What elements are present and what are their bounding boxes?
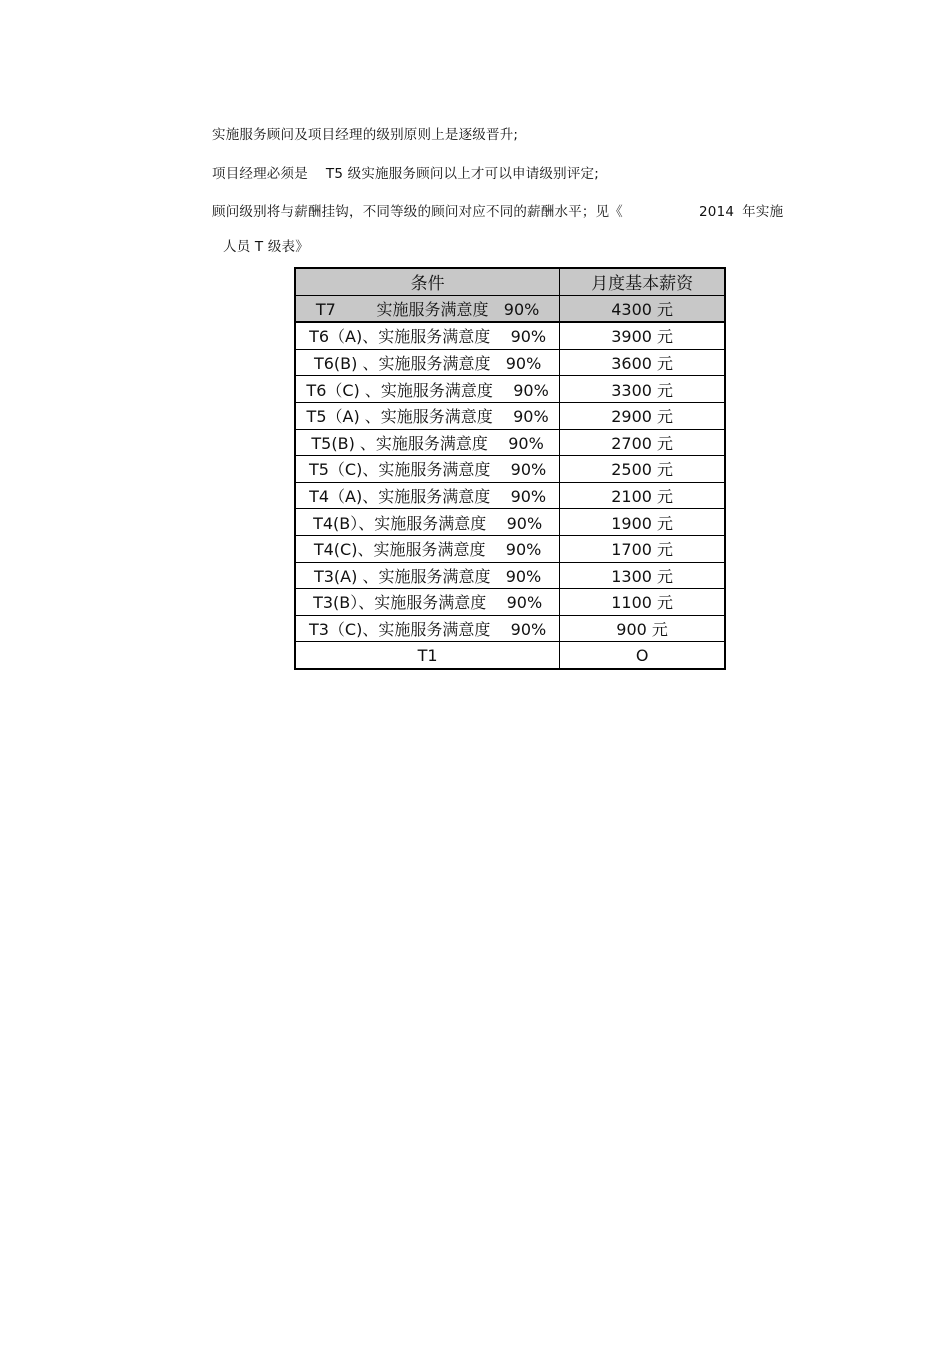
table-row bbox=[295, 482, 725, 509]
salary-cell: 3900 元 bbox=[560, 322, 725, 349]
table-body bbox=[295, 295, 725, 669]
salary-cell: 3600 元 bbox=[560, 349, 725, 376]
condition-cell: T4(C)、实施服务满意度 90% bbox=[295, 535, 560, 562]
table-row bbox=[295, 295, 725, 322]
table-row bbox=[295, 429, 725, 456]
salary-cell: 1900 元 bbox=[560, 509, 725, 536]
paragraph-text-part1: 项目经理必须是 bbox=[212, 166, 308, 182]
paragraph-text-part3: 年实施 bbox=[742, 204, 784, 220]
salary-cell: 3300 元 bbox=[560, 376, 725, 403]
salary-cell: 1300 元 bbox=[560, 562, 725, 589]
table-row bbox=[295, 535, 725, 562]
table-row bbox=[295, 349, 725, 376]
condition-cell: T6（C) 、实施服务满意度 90% bbox=[295, 376, 560, 403]
table-row bbox=[295, 376, 725, 403]
salary-level-table bbox=[294, 267, 726, 670]
paragraph-text-part2: T5 级实施服务顾问以上才可以申请级别评定; bbox=[325, 166, 599, 182]
salary-cell: O bbox=[560, 642, 725, 669]
table-row bbox=[295, 589, 725, 616]
condition-cell: T3（C)、实施服务满意度 90% bbox=[295, 615, 560, 642]
condition-cell: T4(B）、实施服务满意度 90% bbox=[295, 509, 560, 536]
paragraph-text-part1: 顾问级别将与薪酬挂钩，不同等级的顾问对应不同的薪酬水平；见《 bbox=[212, 204, 623, 220]
table-row bbox=[295, 509, 725, 536]
condition-cell: T5（C)、实施服务满意度 90% bbox=[295, 456, 560, 483]
salary-cell: 2700 元 bbox=[560, 429, 725, 456]
table-row bbox=[295, 615, 725, 642]
table-header-row bbox=[295, 268, 725, 295]
condition-cell: T1 bbox=[295, 642, 560, 669]
salary-cell: 4300 元 bbox=[560, 295, 725, 322]
paragraph-continuation bbox=[223, 238, 309, 256]
condition-cell: T3(A) 、实施服务满意度 90% bbox=[295, 562, 560, 589]
condition-cell: T5（A) 、实施服务满意度 90% bbox=[295, 402, 560, 429]
paragraph-salary-link bbox=[212, 203, 783, 221]
condition-cell: T5(B) 、实施服务满意度 90% bbox=[295, 429, 560, 456]
table-row bbox=[295, 456, 725, 483]
paragraph-pm-requirement bbox=[212, 165, 599, 183]
condition-cell: T3(B）、实施服务满意度 90% bbox=[295, 589, 560, 616]
salary-cell: 900 元 bbox=[560, 615, 725, 642]
paragraph-text: 实施服务顾问及项目经理的级别原则上是逐级晋升; bbox=[212, 127, 519, 143]
salary-cell: 2100 元 bbox=[560, 482, 725, 509]
salary-cell: 1100 元 bbox=[560, 589, 725, 616]
paragraph-promotion-rule bbox=[212, 126, 518, 144]
condition-cell: T6(B) 、实施服务满意度 90% bbox=[295, 349, 560, 376]
table-row bbox=[295, 322, 725, 349]
paragraph-year: 2014 bbox=[699, 204, 735, 220]
condition-cell: T4（A)、实施服务满意度 90% bbox=[295, 482, 560, 509]
condition-cell: T7 实施服务满意度 90% bbox=[295, 295, 560, 322]
header-salary: 月度基本薪资 bbox=[560, 268, 725, 295]
salary-cell: 2900 元 bbox=[560, 402, 725, 429]
table-row bbox=[295, 562, 725, 589]
table-row bbox=[295, 642, 725, 669]
condition-cell: T6（A)、实施服务满意度 90% bbox=[295, 322, 560, 349]
paragraph-text: 人员 T 级表》 bbox=[223, 239, 309, 255]
salary-cell: 1700 元 bbox=[560, 535, 725, 562]
salary-cell: 2500 元 bbox=[560, 456, 725, 483]
table-row bbox=[295, 402, 725, 429]
header-condition: 条件 bbox=[295, 268, 560, 295]
